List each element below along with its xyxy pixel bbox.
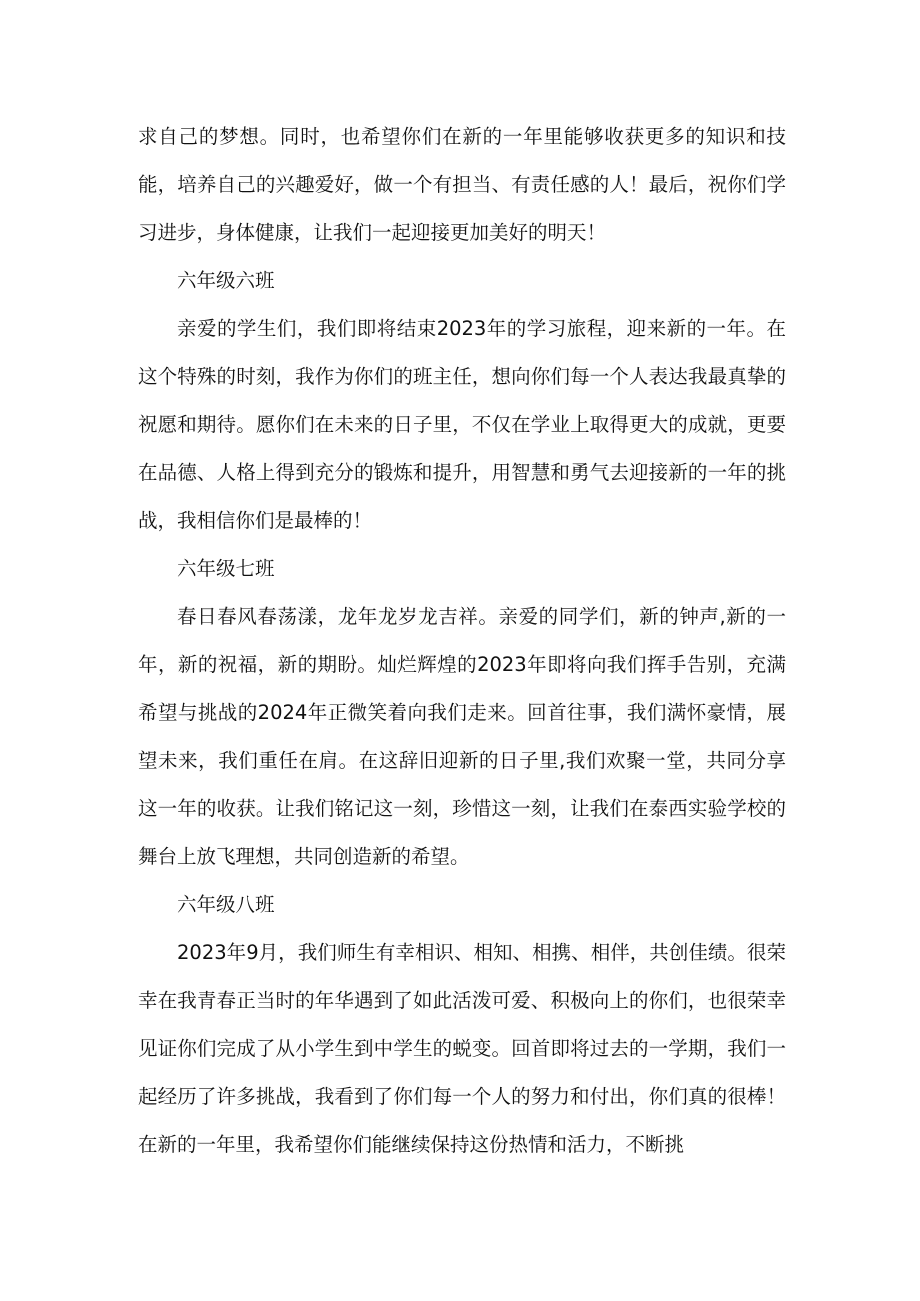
section-heading-class-6: 六年级六班 (177, 269, 275, 292)
section-heading-class-8: 六年级八班 (177, 893, 275, 916)
paragraph-class-6: 亲爱的学生们，我们即将结束2023年的学习旅程，迎来新的一年。在这个特殊的时刻，我作为你们的班主任，想向你们每一个人表达我最真挚的祝愿和期待。愿你们在未来的日子里，不仅在学业上取得更大的成就，更要在品德、人格上得到充分的锻炼和提升，用智慧和勇气去迎接新的一年的挑战，我相信你们是最棒的！ (138, 317, 786, 532)
section-heading-class-7: 六年级七班 (177, 557, 275, 580)
paragraph-class-7: 春日春风春荡漾，龙年龙岁龙吉祥。亲爱的同学们，新的钟声,新的一年，新的祝福，新的期盼。灿烂辉煌的2023年即将向我们挥手告别，充满希望与挑战的2024年正微笑着向我们走来。回首往事，我们满怀豪情，展望未来，我们重任在肩。在这辞旧迎新的日子里,我们欢聚一堂，共同分享这一年的收获。让我们铭记这一刻，珍惜这一刻，让我们在泰西实验学校的舞台上放飞理想，共同创造新的希望。 (138, 605, 786, 868)
document-page (138, 113, 786, 1169)
paragraph-class-8: 2023年9月，我们师生有幸相识、相知、相携、相伴，共创佳绩。很荣幸在我青春正当时的年华遇到了如此活泼可爱、积极向上的你们，也很荣幸见证你们完成了从小学生到中学生的蜕变。回首即将过去的一学期，我们一起经历了许多挑战，我看到了你们每一个人的努力和付出，你们真的很棒！在新的一年里，我希望你们能继续保持这份热情和活力，不断挑 (138, 941, 786, 1156)
paragraph-closing: 求自己的梦想。同时，也希望你们在新的一年里能够收获更多的知识和技能，培养自己的兴趣爱好，做一个有担当、有责任感的人！最后，祝你们学习进步，身体健康，让我们一起迎接更加美好的明天！ (138, 125, 786, 244)
